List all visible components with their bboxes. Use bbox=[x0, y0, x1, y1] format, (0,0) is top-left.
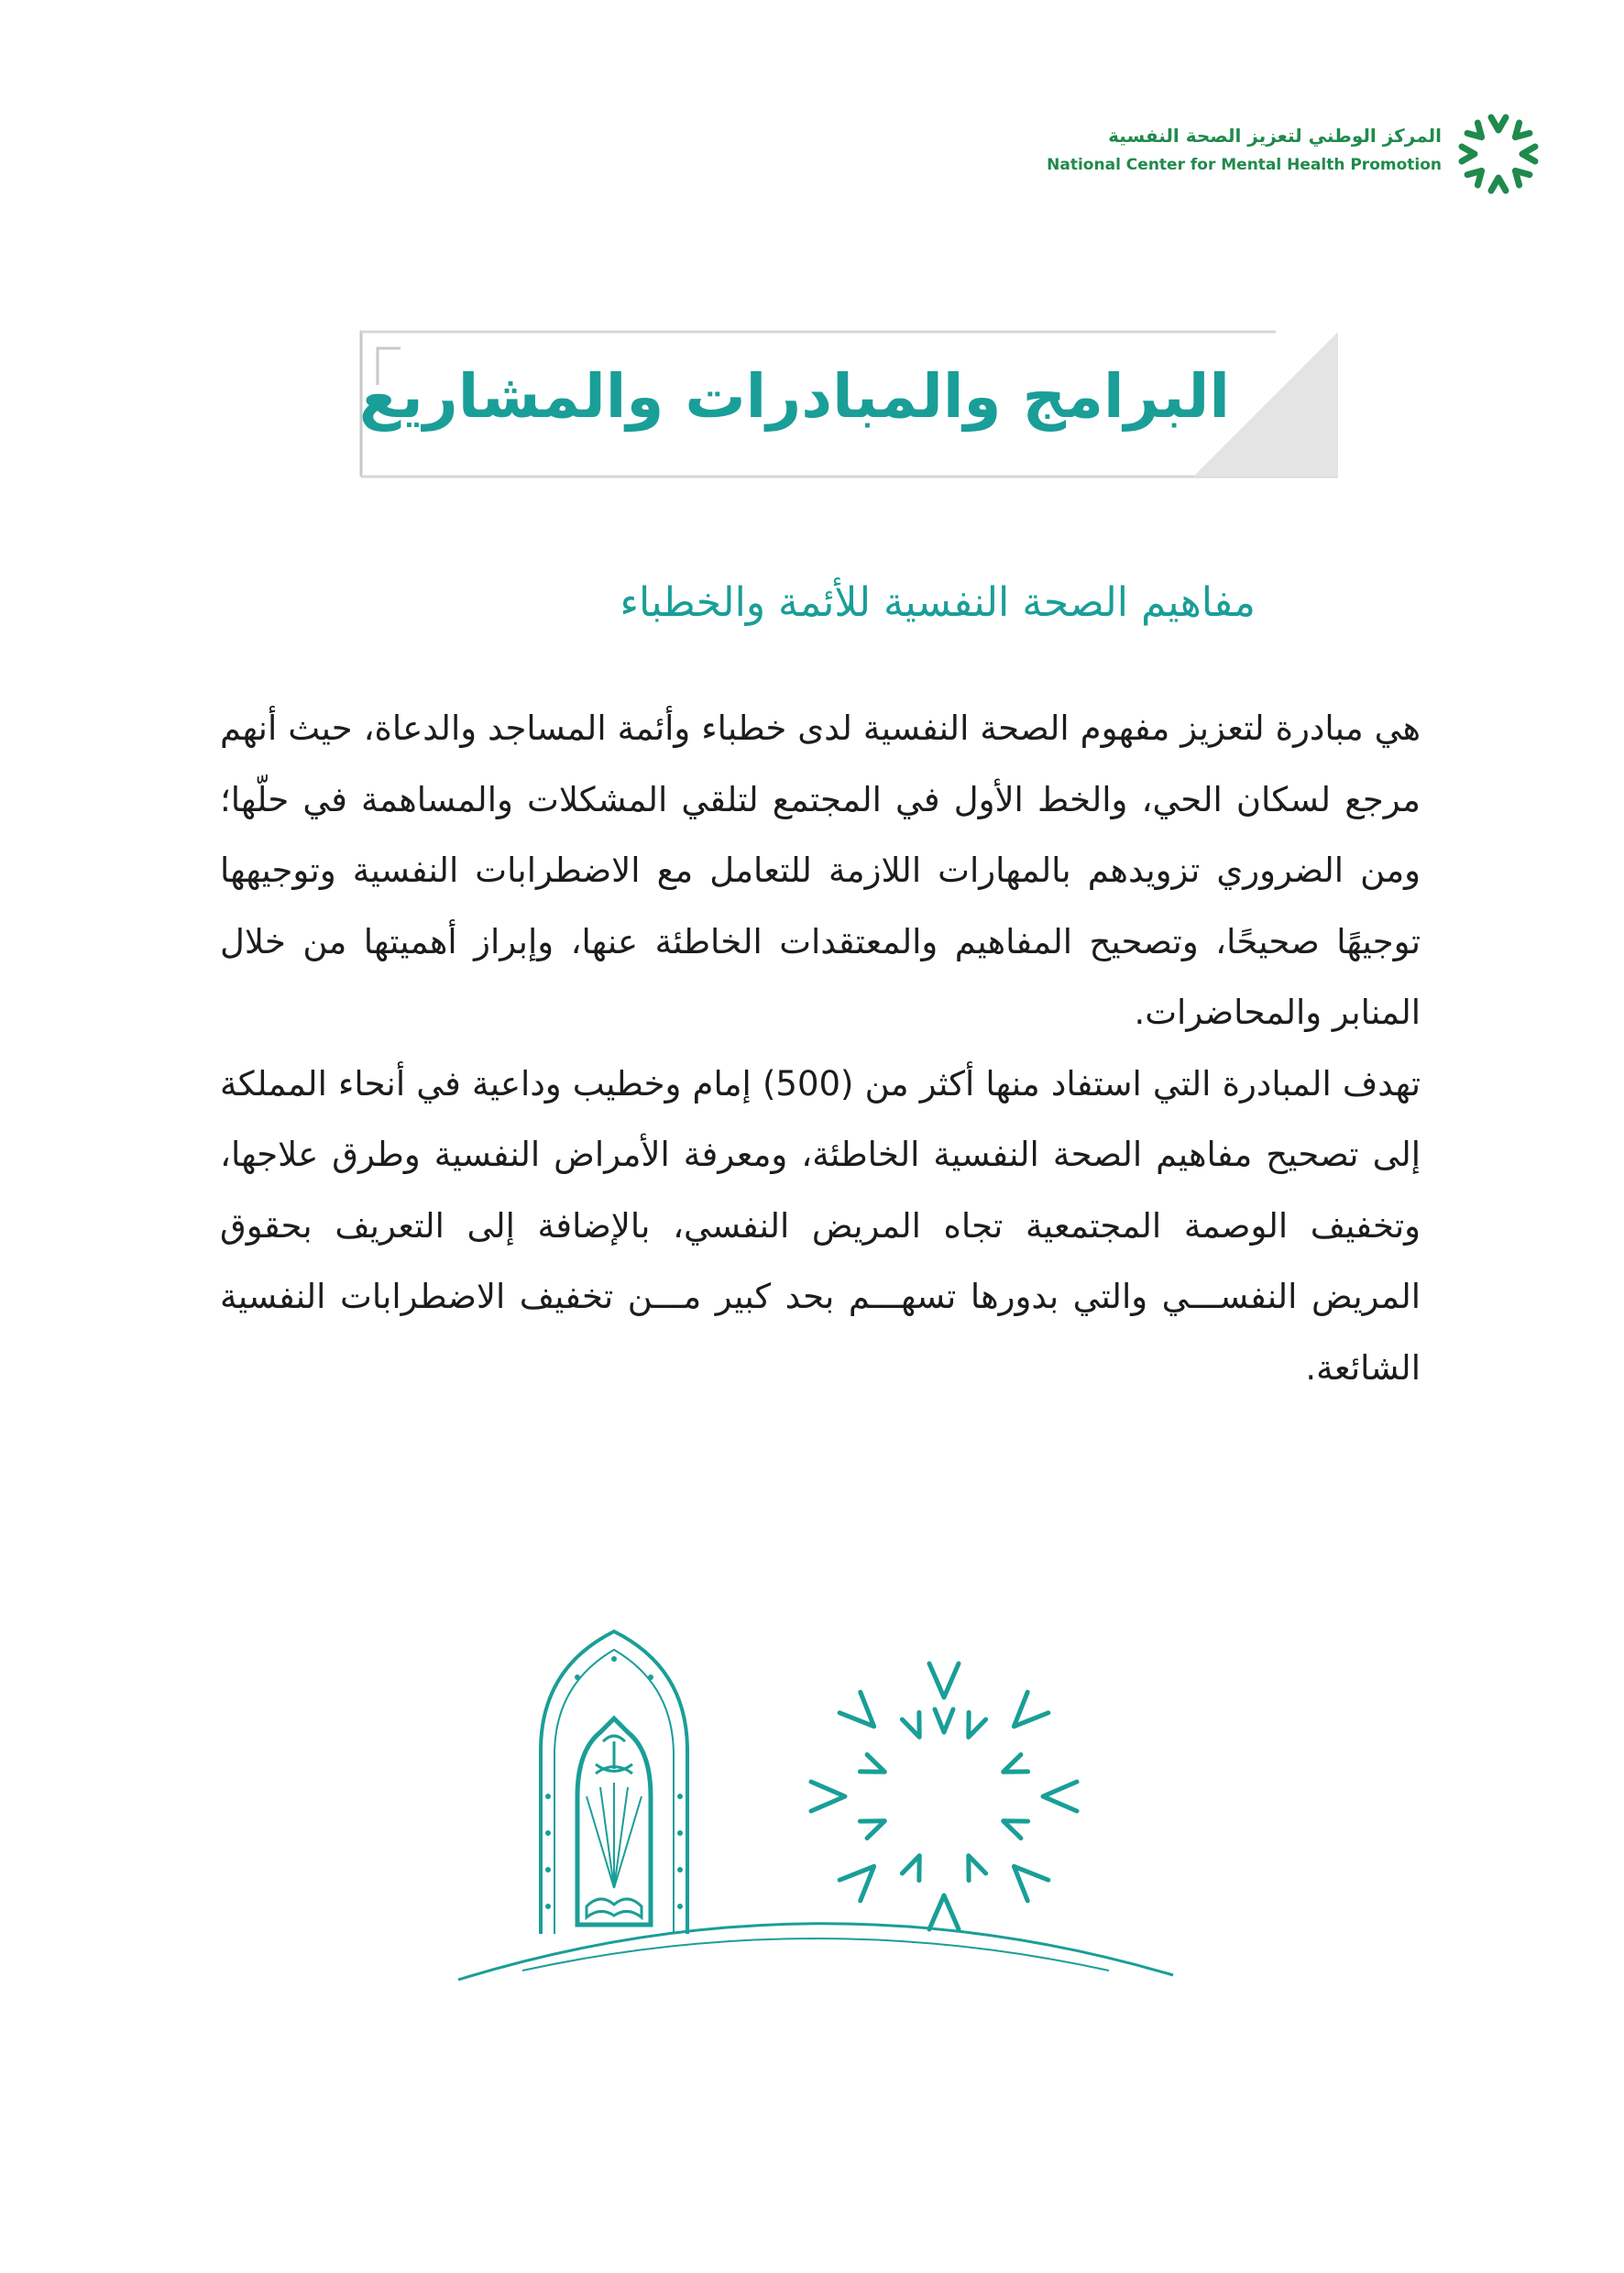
org-name-ar: المركز الوطني لتعزيز الصحة النفسية bbox=[1108, 125, 1442, 147]
ground-arc bbox=[458, 1924, 1173, 1980]
footer-logos bbox=[449, 1613, 1182, 1998]
ncmh-star-icon bbox=[1453, 108, 1544, 200]
ministry-islamic-affairs-emblem bbox=[541, 1631, 687, 1934]
footer-emblems-svg bbox=[449, 1613, 1182, 1998]
paragraph-1: هي مبادرة لتعزيز مفهوم الصحة النفسية لدى خطباء وأئمة المساجد والدعاة، حيث أنهم مرجع لسكان الحي، والخط الأول في المجتمع لتلقي المشكلات والمساهمة في حلّها؛ ومن الضروري تزويدهم بالمهارات اللازمة للتعامل مع الاضطرابات النفسية وتوجيهها توجيهًا صحيحًا، وتصحيح المفاهيم والمعتقدات الخاطئة عنها، وإبراز أهميتها من خلال المنابر والمحاضرات. bbox=[220, 708, 1421, 1032]
section-subtitle: مفاهيم الصحة النفسية للأئمة والخطباء bbox=[620, 579, 1256, 626]
page-title: البرامج والمبادرات والمشاريع bbox=[358, 361, 1230, 432]
org-name-en: National Center for Mental Health Promotion bbox=[1047, 156, 1442, 174]
header-logo bbox=[1047, 108, 1544, 200]
body-text bbox=[220, 693, 1421, 1403]
ncmh-star-icon bbox=[811, 1664, 1077, 1929]
paragraph-2: تهدف المبادرة التي استفاد منها أكثر من (500) إمام وخطيب وداعية في أنحاء المملكة إلى تصحيح مفاهيم الصحة النفسية الخاطئة، ومعرفة الأمراض النفسية وطرق علاجها، وتخفيف الوصمة المجتمعية تجاه المريض النفسي، بالإضافة إلى التعريف بحقوق المريض النفســـي والتي بدورها تسهـــم بحد كبير مـــن تخفيف الاضطرابات النفسية الشائعة. bbox=[220, 1063, 1421, 1388]
title-banner bbox=[359, 330, 1340, 478]
